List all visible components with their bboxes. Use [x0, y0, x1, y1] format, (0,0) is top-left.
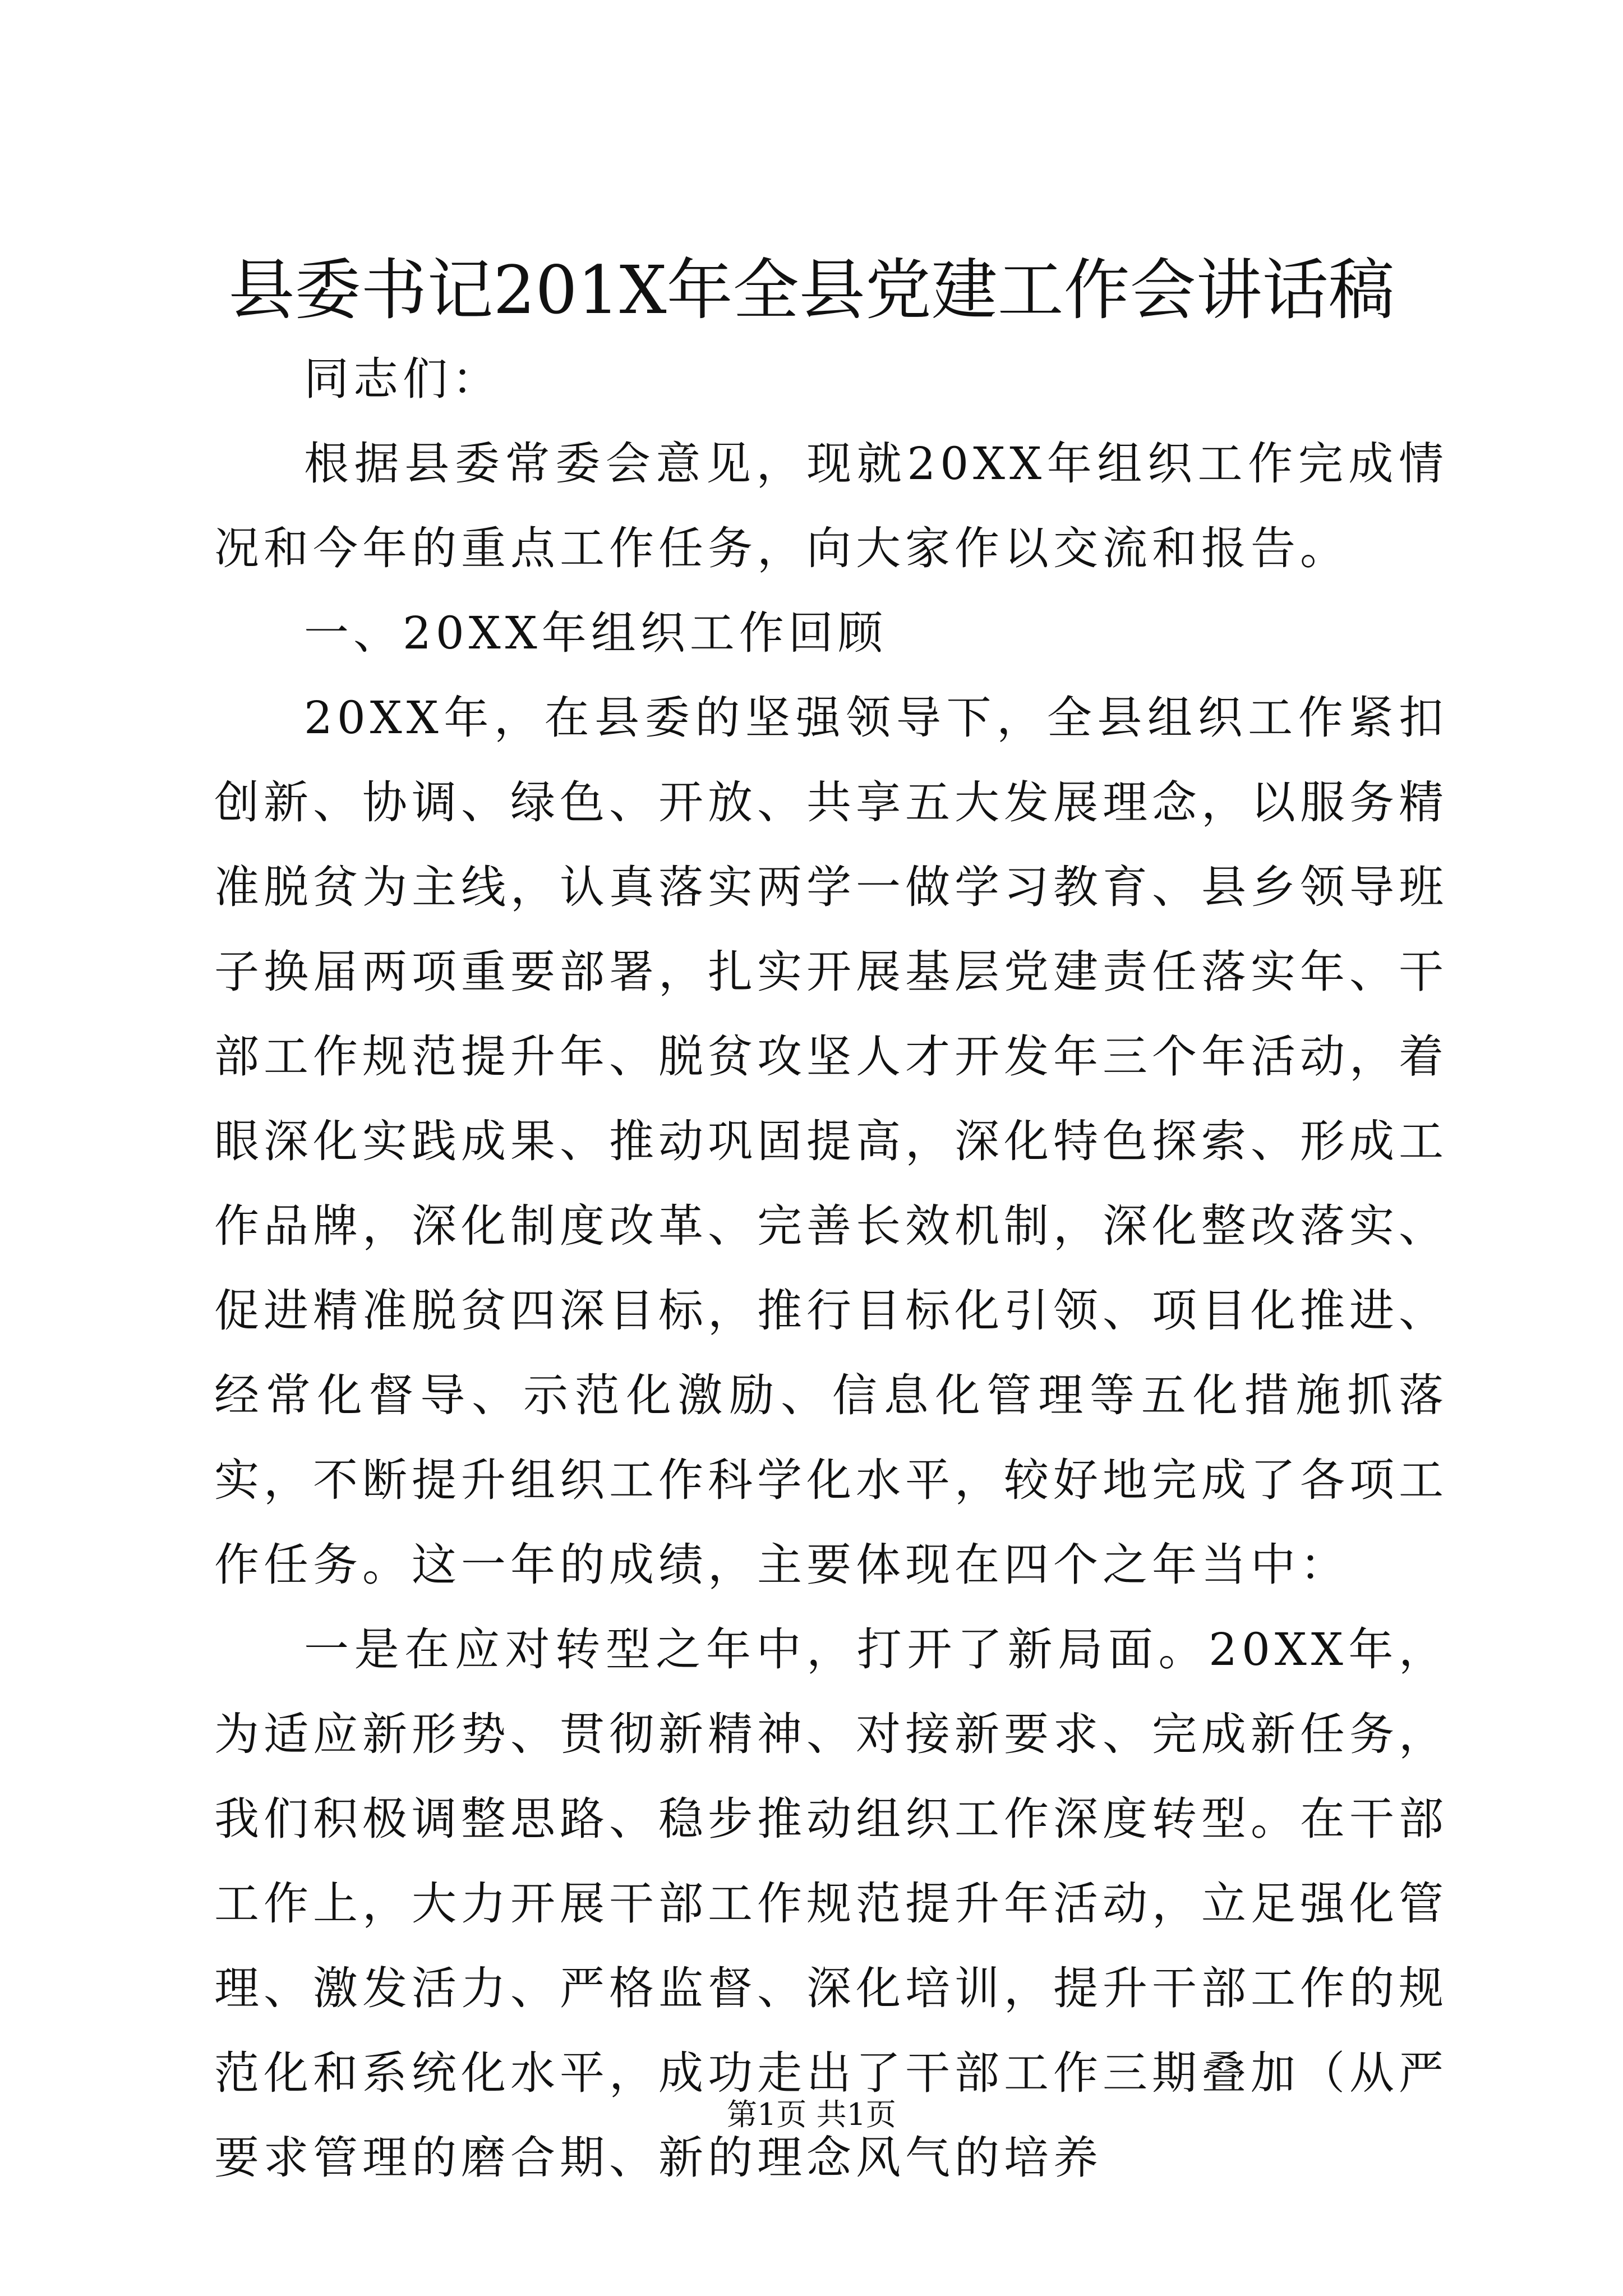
intro-paragraph: 根据县委常委会意见，现就20XX年组织工作完成情况和今年的重点工作任务，向大家作以交流和报告。	[214, 438, 1448, 574]
page-number-footer: 第1页 共1页	[727, 2097, 896, 2132]
transformation-paragraph: 一是在应对转型之年中，打开了新局面。20XX年，为适应新形势、贯彻新精神、对接新要求、完成新任务，我们积极调整思路、稳步推动组织工作深度转型。在干部工作上，大力开展干部工作规范提升年活动，立足强化管理、激发活力、严格监督、深化培训，提升干部工作的规范化和系统化水平，成功走出了干部工作三期叠加（从严要求管理的磨合期、新的理念风气的培养	[214, 1623, 1448, 2184]
section-heading: 一、20XX年组织工作回顾	[304, 607, 887, 659]
review-paragraph: 20XX年，在县委的坚强领导下，全县组织工作紧扣创新、协调、绿色、开放、共享五大发展理念，以服务精准脱贫为主线，认真落实两学一做学习教育、县乡领导班子换届两项重要部署，扎实开展基层党建责任落实年、干部工作规范提升年、脱贫攻坚人才开发年三个年活动，着眼深化实践成果、推动巩固提高，深化特色探索、形成工作品牌，深化制度改革、完善长效机制，深化整改落实、促进精准脱贫四深目标，推行目标化引领、项目化推进、经常化督导、示范化激励、信息化管理等五化措施抓落实，不断提升组织工作科学化水平，较好地完成了各项工作任务。这一年的成绩，主要体现在四个之年当中：	[214, 692, 1448, 1591]
document-title: 县委书记201X年全县党建工作会讲话稿	[228, 251, 1395, 329]
document-body	[214, 337, 1448, 2200]
salutation-paragraph: 同志们：	[304, 353, 501, 405]
